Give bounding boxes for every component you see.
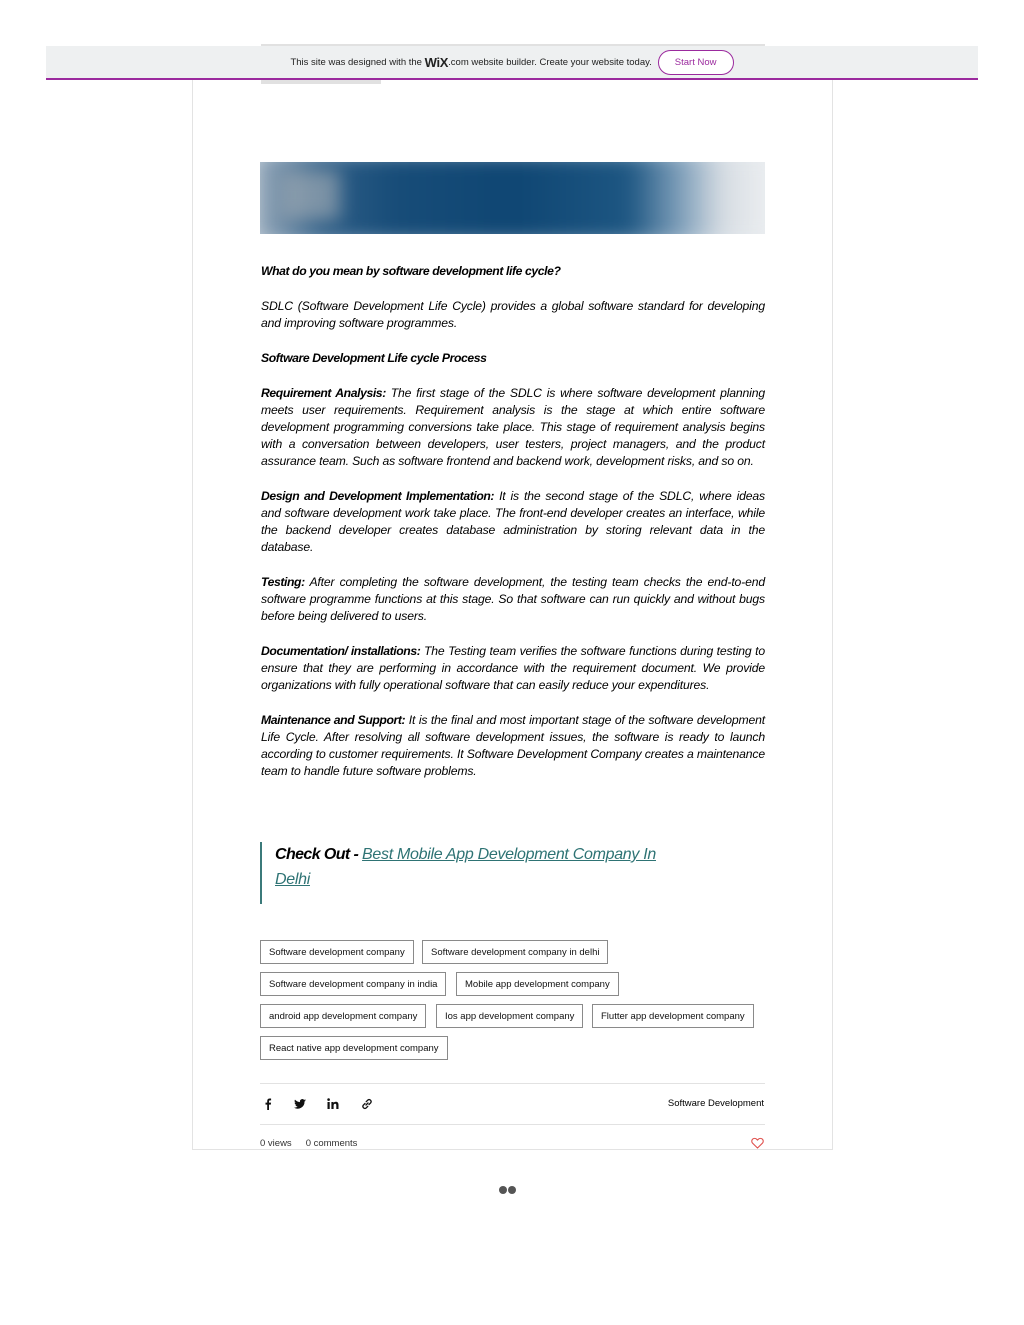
section-title: Design and Development Implementation: bbox=[261, 489, 495, 503]
loading-indicator bbox=[499, 1181, 517, 1199]
tag[interactable]: React native app development company bbox=[260, 1036, 448, 1060]
quote-link-line2[interactable]: Delhi bbox=[275, 871, 310, 888]
check-out-quote bbox=[260, 842, 705, 904]
start-now-button[interactable]: Start Now bbox=[658, 50, 734, 75]
section-body: After completing the software development, the testing team checks the end-to-end software programme functions at this stage. So that software can run quickly and without bugs before being delivered to users. bbox=[261, 575, 765, 623]
tag[interactable]: android app development company bbox=[260, 1004, 426, 1028]
facebook-icon[interactable] bbox=[261, 1097, 275, 1111]
divider bbox=[260, 1124, 765, 1125]
section-body: It is the final and most important stage of the software development Life Cycle. After resolving all software development issues, the software is ready to launch according to customer requirements. It Software Development Company creates a maintenance team to handle future software problems. bbox=[261, 713, 765, 778]
tag[interactable]: Software development company bbox=[260, 940, 414, 964]
banner-text-before: This site was designed with the bbox=[290, 56, 422, 68]
section-body: The first stage of the SDLC is where software development planning meets user requirements. Requirement analysis is the stage at which entire software development programming conversions take place. This stage of requirement analysis begins with a conversation between developers, user testers, project managers, and the product assurance team. Such as software frontend and backend work, development risks, and so on. bbox=[261, 386, 766, 468]
section-testing bbox=[261, 574, 765, 625]
process-heading: Software Development Life cycle Process bbox=[261, 351, 487, 365]
quote-link-line1[interactable]: Best Mobile App Development Company In bbox=[362, 846, 656, 863]
category-link[interactable]: Software Development bbox=[667, 1098, 764, 1109]
clipped-text-line bbox=[261, 80, 381, 84]
heart-icon[interactable] bbox=[751, 1137, 764, 1149]
wix-banner bbox=[46, 46, 978, 80]
tag[interactable]: Software development company in delhi bbox=[422, 940, 608, 964]
banner-text-after: .com website builder. Create your website today. bbox=[448, 56, 652, 68]
tag[interactable]: Software development company in india bbox=[260, 972, 446, 996]
twitter-icon[interactable] bbox=[293, 1097, 307, 1111]
tag[interactable]: Ios app development company bbox=[436, 1004, 583, 1028]
views-count: 0 views bbox=[260, 1138, 292, 1149]
section-title: Requirement Analysis: bbox=[261, 386, 386, 400]
section-body: It is the second stage of the SDLC, where ideas and software development work take place. The front-end developer creates an interface, while the backend developer creates database administration by storing relevant data in the database. bbox=[261, 489, 765, 554]
link-icon[interactable] bbox=[360, 1097, 374, 1111]
section-body: The Testing team verifies the software functions during testing to ensure that they are performing in accordance with the requirement document. We provide organizations with fully operational software that can easily reduce your expenditures. bbox=[261, 644, 765, 692]
section-maintenance bbox=[261, 712, 765, 780]
section-title: Testing: bbox=[261, 575, 305, 589]
wix-logo: WiX bbox=[424, 54, 449, 70]
tag[interactable]: Flutter app development company bbox=[592, 1004, 754, 1028]
hero-image bbox=[260, 162, 765, 234]
intro-paragraph: SDLC (Software Development Life Cycle) provides a global software standard for developing and improving software programmes. bbox=[261, 299, 765, 330]
section-documentation bbox=[261, 643, 765, 694]
section-title: Maintenance and Support: bbox=[261, 713, 406, 727]
section-design bbox=[261, 488, 765, 556]
section-title: Documentation/ installations: bbox=[261, 644, 421, 658]
quote-prefix: Check Out - bbox=[275, 846, 363, 863]
section-requirement bbox=[261, 385, 765, 470]
article-body bbox=[261, 263, 765, 798]
comments-count[interactable]: 0 comments bbox=[305, 1138, 358, 1149]
divider bbox=[260, 1083, 765, 1084]
tag[interactable]: Mobile app development company bbox=[456, 972, 619, 996]
question-heading: What do you mean by software development life cycle? bbox=[261, 264, 561, 278]
linkedin-icon[interactable] bbox=[326, 1097, 340, 1111]
post-stats bbox=[260, 1138, 371, 1149]
